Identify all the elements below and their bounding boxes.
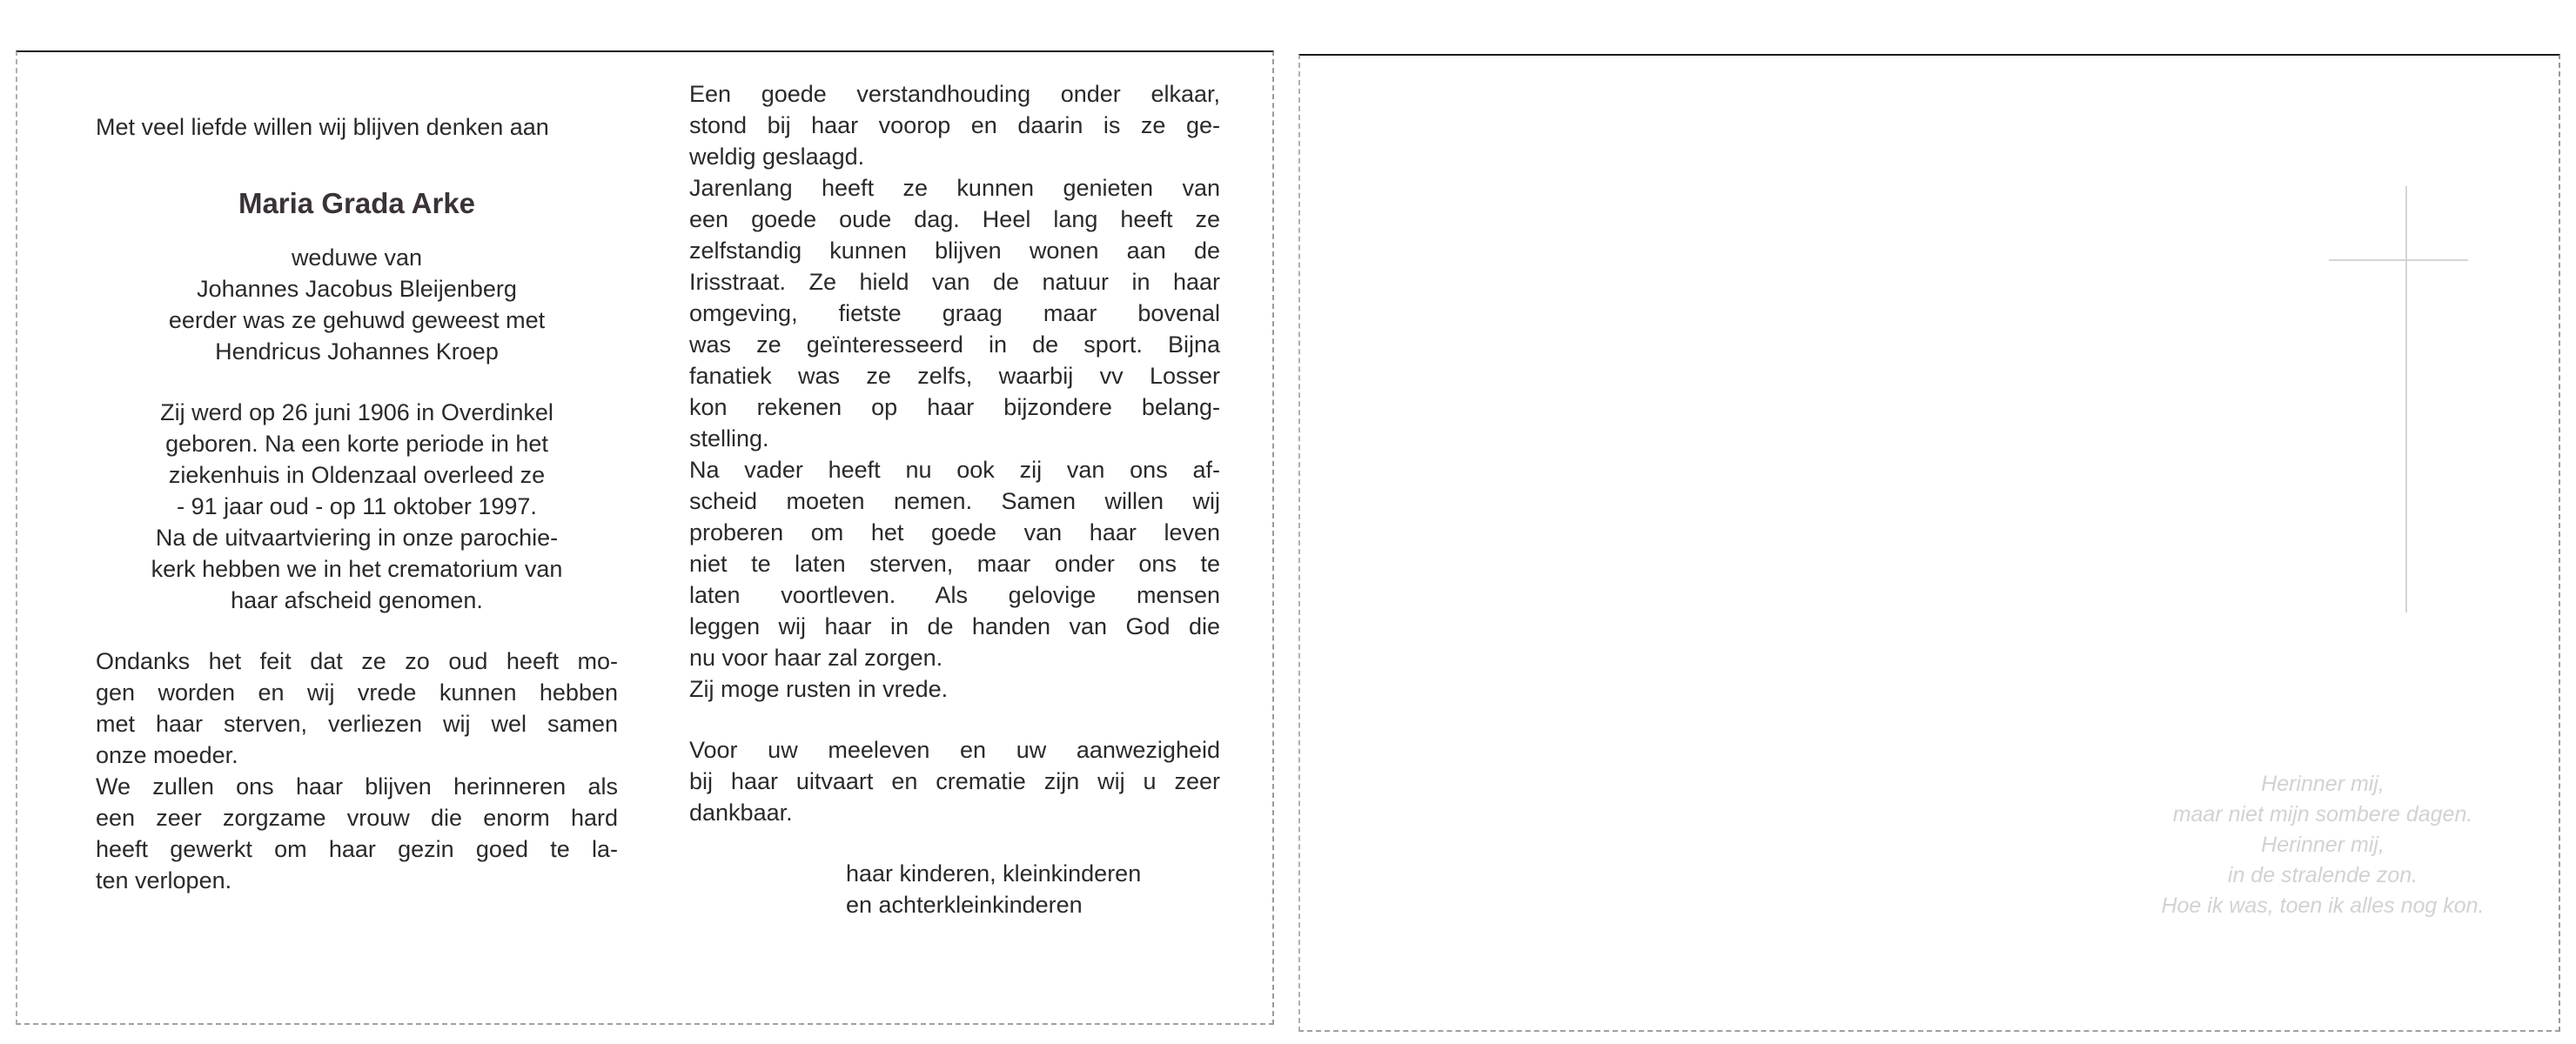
paragraph-line: ten verlopen. (96, 867, 232, 893)
bio-line: Na de uitvaartviering in onze parochie- (155, 525, 559, 551)
relation-line: Johannes Jacobus Bleijenberg (197, 276, 517, 302)
memorial-card-inside (16, 50, 1274, 1025)
bio-line: kerk hebben we in het crematorium van (151, 556, 563, 582)
poem-line: Herinner mij, (2261, 833, 2385, 857)
life-paragraph (689, 78, 1220, 705)
thanks-line: dankbaar. (689, 800, 793, 826)
poem-line: Hoe ik was, toen ik alles nog kon. (2161, 893, 2485, 918)
cross-horizontal-line (2329, 259, 2468, 261)
paragraph-line: omgeving, fietste graag maar bovenal (689, 300, 1220, 326)
signature-line: haar kinderen, kleinkinderen (846, 860, 1142, 887)
relation-line: weduwe van (291, 244, 423, 271)
thanks-line: bij haar uitvaart en crematie zijn wij u zeer (689, 768, 1220, 794)
bio-line: Zij werd op 26 juni 1906 in Overdinkel (160, 399, 553, 425)
paragraph-line: leggen wij haar in de handen van God die (689, 613, 1220, 639)
paragraph-line: met haar sterven, verliezen wij wel samen (96, 711, 618, 737)
relation-block (96, 242, 618, 367)
poem-line: Herinner mij, (2261, 772, 2385, 796)
bio-line: - 91 jaar oud - op 11 oktober 1997. (177, 493, 537, 519)
paragraph-line: Ondanks het feit dat ze zo oud heeft mo- (96, 648, 618, 674)
paragraph-line: nu voor haar zal zorgen. (689, 645, 943, 671)
paragraph-line: Na vader heeft nu ook zij van ons af- (689, 457, 1220, 483)
paragraph-line: stond bij haar voorop en daarin is ze ge- (689, 112, 1220, 138)
paragraph-line: We zullen ons haar blijven herinneren als (96, 773, 618, 800)
paragraph-line: heeft gewerkt om haar gezin goed te la- (96, 836, 618, 862)
bio-line: geboren. Na een korte periode in het (165, 431, 548, 457)
paragraph-line: een zeer zorgzame vrouw die enorm hard (96, 805, 618, 831)
paragraph-line: proberen om het goede van haar leven (689, 519, 1220, 545)
paragraph-line: laten voortleven. Als gelovige mensen (689, 582, 1220, 608)
paragraph-line: Zij moge rusten in vrede. (689, 676, 949, 702)
paragraph-line: scheid moeten nemen. Samen willen wij (689, 488, 1220, 514)
signature-block (689, 858, 1220, 920)
paragraph-line: Een goede verstandhouding onder elkaar, (689, 81, 1220, 107)
thanks-paragraph (689, 734, 1220, 828)
bio-block (96, 397, 618, 616)
right-text-column (689, 78, 1220, 920)
poem-line: maar niet mijn sombere dagen. (2172, 802, 2473, 826)
signature-line: en achterkleinkinderen (846, 892, 1083, 918)
paragraph-line: Jarenlang heeft ze kunnen genieten van (689, 175, 1220, 201)
paragraph-line: een goede oude dag. Heel lang heeft ze (689, 206, 1220, 232)
left-text-column (96, 87, 618, 896)
poem-line: in de stralende zon. (2227, 863, 2418, 887)
relation-line: Hendricus Johannes Kroep (215, 338, 499, 365)
paragraph-line: fanatiek was ze zelfs, waarbij vv Losser (689, 363, 1220, 389)
paragraph-line: onze moeder. (96, 742, 238, 768)
paragraph-line: stelling. (689, 425, 769, 452)
paragraph-line: Irisstraat. Ze hield van de natuur in haar (689, 269, 1220, 295)
bio-line: haar afscheid genomen. (231, 587, 483, 613)
thanks-line: Voor uw meeleven en uw aanwezigheid (689, 737, 1220, 763)
paragraph-line: was ze geïnteresseerd in de sport. Bijna (689, 331, 1220, 358)
cross-vertical-line (2405, 186, 2407, 612)
remembrance-paragraph (96, 646, 618, 896)
paragraph-line: zelfstandig kunnen blijven wonen aan de (689, 238, 1220, 264)
paragraph-line: kon rekenen op haar bijzondere belang- (689, 394, 1220, 420)
memorial-card-back (1298, 54, 2560, 1032)
intro-line: Met veel liefde willen wij blijven denken aan (96, 114, 549, 140)
paragraph-line: niet te laten sterven, maar onder ons te (689, 551, 1220, 577)
poem-block (2101, 769, 2545, 921)
relation-line: eerder was ze gehuwd geweest met (168, 307, 546, 333)
paragraph-line: weldig geslaagd. (689, 144, 865, 170)
paragraph-line: gen worden en wij vrede kunnen hebben (96, 679, 618, 706)
deceased-name: Maria Grada Arke (238, 187, 476, 219)
bio-line: ziekenhuis in Oldenzaal overleed ze (168, 462, 546, 488)
